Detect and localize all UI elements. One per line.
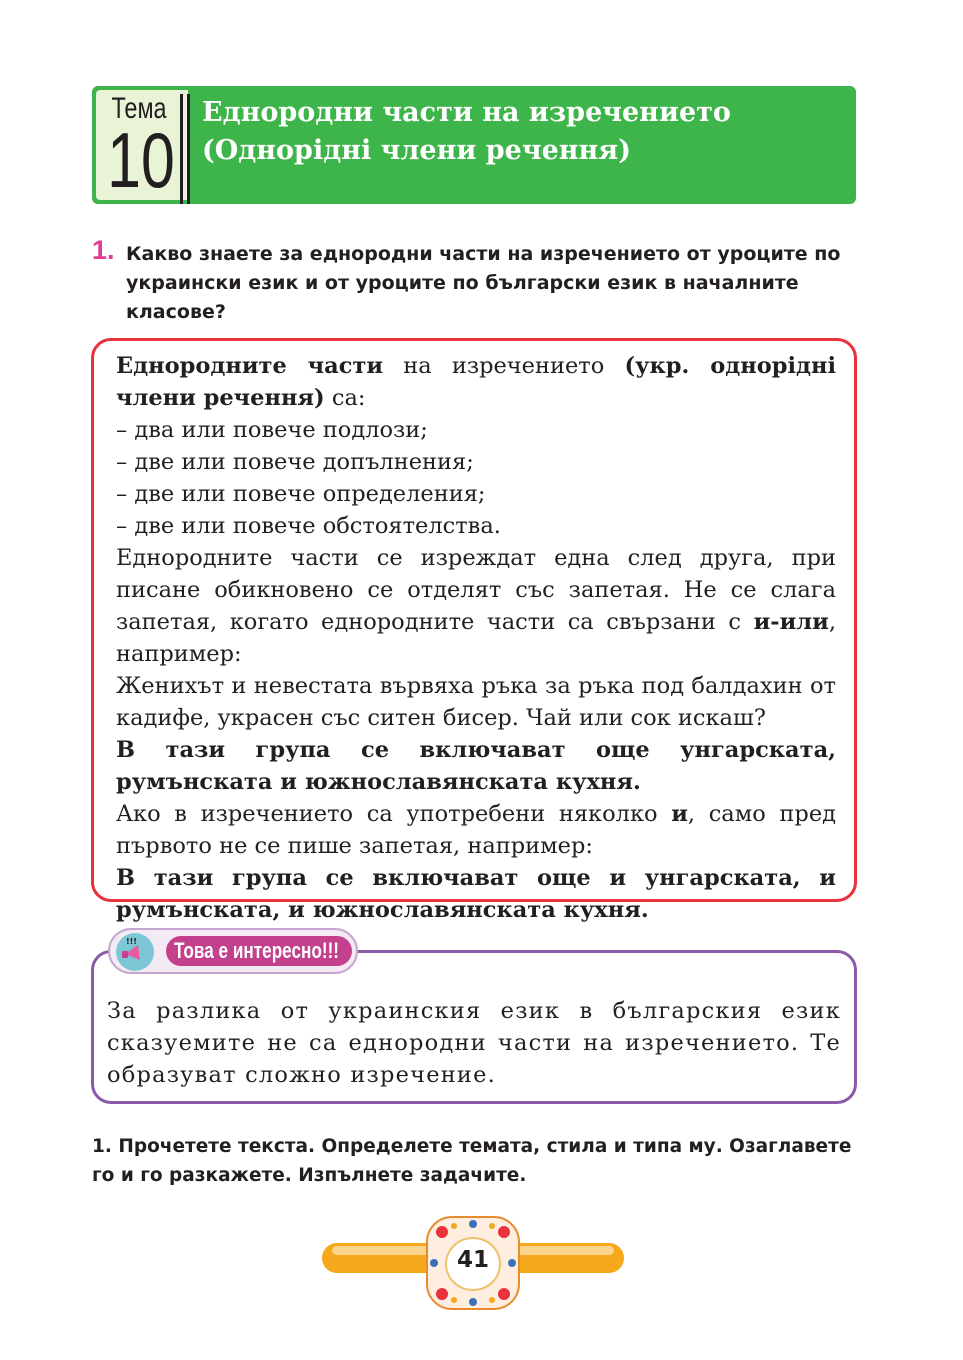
page-number: 41	[456, 1247, 489, 1273]
example-sentence: Женихът и невестата вървяха ръка за ръка под балдахин от кадифе, украсен със ситен бисер. Чай или сок искаш?	[116, 673, 836, 731]
list-item: – две или повече допълнения;	[116, 449, 474, 475]
example-sentence-bold: В тази група се включават още и унгарската, и румънската, и южнославянската кухня.	[116, 865, 836, 923]
topic-number-box	[96, 90, 188, 204]
topic-number: 10	[107, 116, 175, 204]
rule-paragraph	[116, 798, 836, 862]
question-number: 1.	[92, 235, 115, 265]
list-item: – две или повече обстоятелства.	[116, 513, 501, 539]
rule-box	[91, 338, 857, 923]
lesson-title-ukrainian: (Однорідні члени речення)	[202, 135, 632, 166]
svg-text:!!!: !!!	[126, 937, 137, 946]
conjunction-bold: и	[671, 801, 688, 827]
divider	[187, 94, 190, 204]
example-sentence-bold: В тази група се включават още унгарската, румънската и южнославянската кухня.	[116, 737, 836, 795]
text-span: , например:	[116, 609, 836, 667]
divider	[180, 94, 183, 204]
text-span: на изречението	[383, 353, 625, 379]
megaphone-icon	[116, 933, 154, 971]
rule-intro	[116, 350, 836, 414]
text-span: са:	[324, 385, 366, 411]
question-text: Какво знаете за еднородни части на изречението от уроците по украински език и от уроците по български език в началните класове?	[126, 243, 841, 323]
lesson-title	[202, 94, 842, 170]
text-span: , само пред първото не се пише запетая, например:	[116, 801, 836, 859]
badge-label: Това е интересно!!!	[174, 938, 340, 963]
task-text: 1. Прочетете текста. Определете темата, стила и типа му. Озаглавете го и го разкажете. Изпълнете задачите.	[92, 1136, 852, 1186]
interesting-text: За разлика от украинския език в българския език сказуемите не са еднородни части на изречението. Те образуват сложно изречение.	[107, 998, 841, 1088]
text-span: Еднородните части се изреждат една след друга, при писане обикновено се отделят със запетая. Не се слага запетая, когато еднородните части са свързани с	[116, 545, 836, 635]
interesting-badge	[108, 928, 358, 974]
lesson-title-bulgarian: Еднородни части на изречението	[202, 97, 731, 128]
rule-paragraph	[116, 542, 836, 670]
conjunction-bold: и-или	[753, 609, 829, 635]
term-bold: Еднородните части	[116, 353, 384, 379]
list-item: – два или повече подлози;	[116, 417, 428, 443]
list-item: – две или повече определения;	[116, 481, 486, 507]
topic-label: Тема	[111, 92, 167, 125]
rule-text	[116, 350, 836, 926]
translation-bold: (укр. однорідні члени речення)	[116, 353, 837, 411]
lesson-header	[92, 86, 856, 204]
text-span: Ако в изречението са употребени няколко	[116, 801, 672, 827]
